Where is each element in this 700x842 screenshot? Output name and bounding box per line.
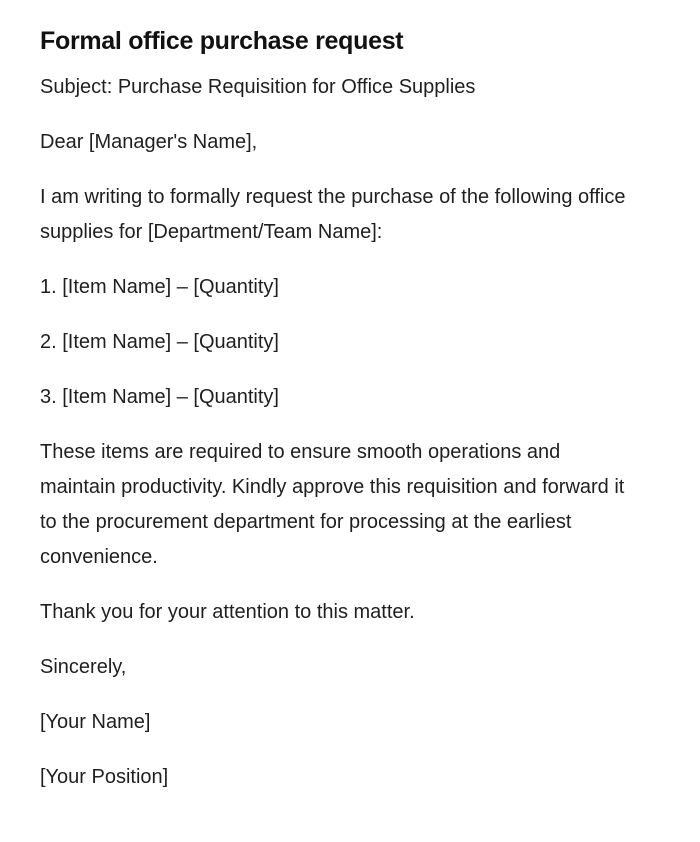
signature-name: [Your Name] <box>40 711 151 733</box>
list-item: 2. [Item Name] – [Quantity] <box>40 331 279 353</box>
intro-paragraph: I am writing to formally request the purchase of the following office supplies for [Department/Team Name]: <box>40 186 626 243</box>
list-item: 1. [Item Name] – [Quantity] <box>40 276 279 298</box>
subject-line: Subject: Purchase Requisition for Office Supplies <box>40 76 476 98</box>
document-title: Formal office purchase request <box>40 27 404 55</box>
list-item: 3. [Item Name] – [Quantity] <box>40 386 279 408</box>
salutation: Dear [Manager's Name], <box>40 131 258 153</box>
signature-position: [Your Position] <box>40 766 169 788</box>
closing-line: Sincerely, <box>40 656 127 678</box>
thanks-line: Thank you for your attention to this matter. <box>40 601 415 623</box>
body-paragraph: These items are required to ensure smooth operations and maintain productivity. Kindly approve this requisition and forward it to the procurement department for processing at the earliest convenience. <box>40 441 625 568</box>
